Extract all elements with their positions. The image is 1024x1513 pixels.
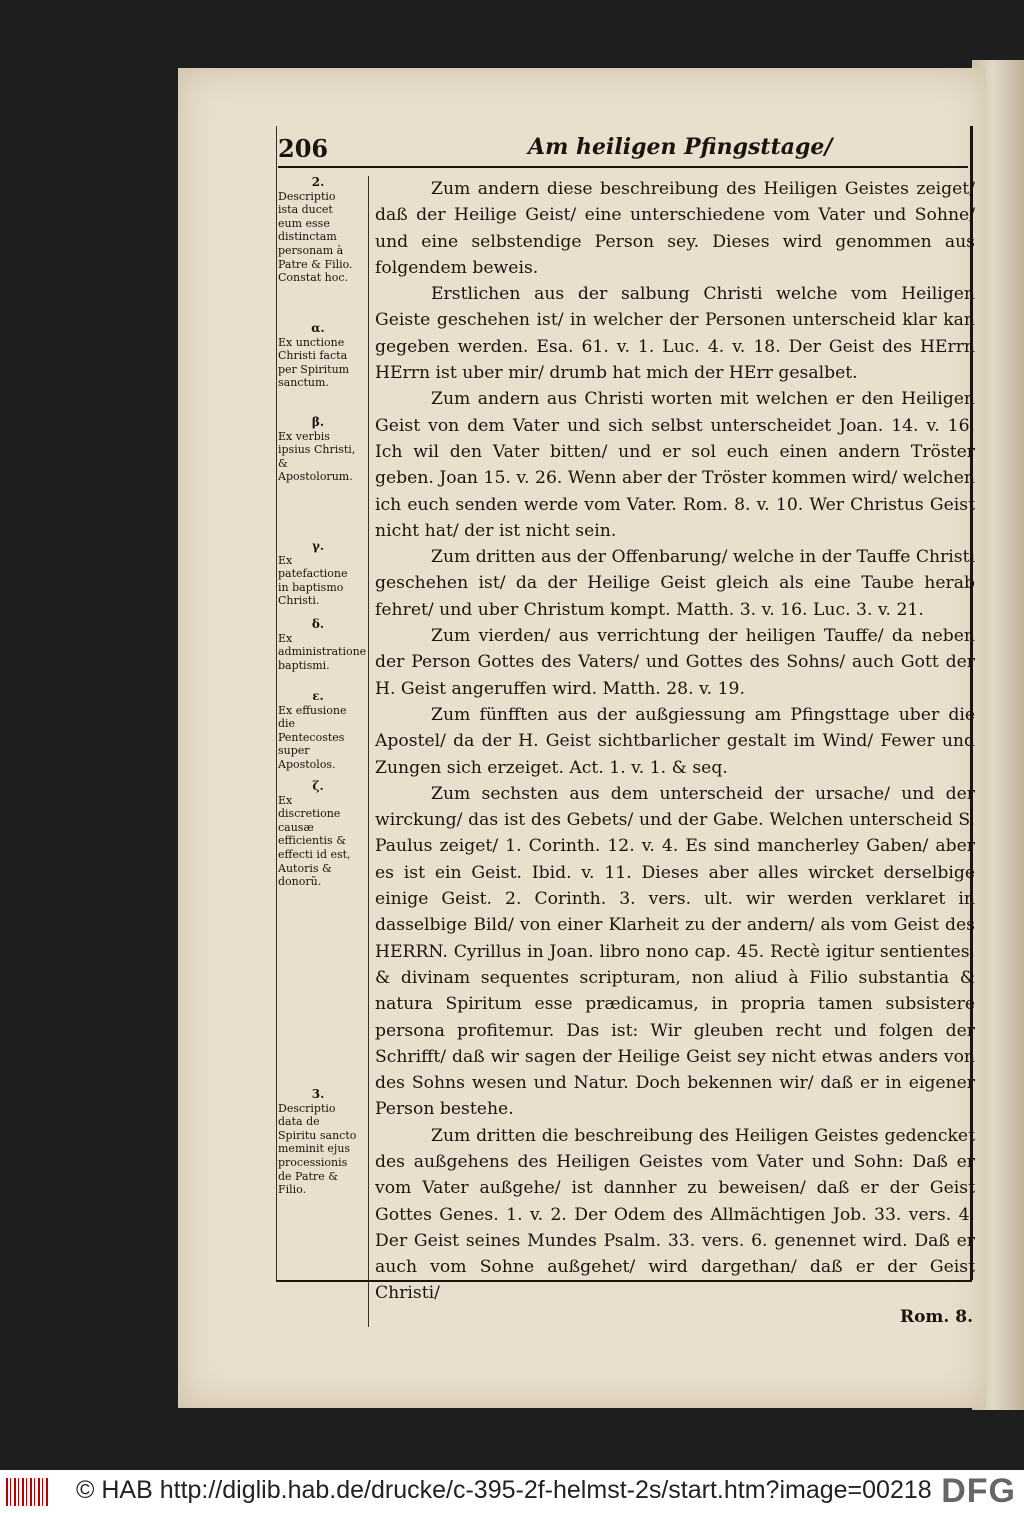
main-text bbox=[368, 176, 975, 1327]
margin-note-number: 2. bbox=[311, 175, 325, 189]
paragraph: Zum dritten aus der Offenbarung/ welche in der Tauffe Christi geschehen ist/ da der Heilige Geist gleich als eine Taube herab fehret/ und uber Christum kompt. Matth. 3. v. 16. Luc. 3. v. 21. bbox=[375, 547, 975, 620]
running-head: Am heiligen Pfingsttage/ bbox=[528, 134, 833, 160]
barcode-icon bbox=[6, 1478, 50, 1506]
margin-note-text: Ex administratione baptismi. bbox=[278, 631, 367, 672]
margin-note bbox=[278, 1088, 358, 1197]
margin-note-number: α. bbox=[311, 321, 325, 335]
book-page bbox=[178, 68, 986, 1408]
margin-note-number: δ. bbox=[311, 617, 325, 631]
paragraph: Zum fünfften aus der außgiessung am Pfingsttage uber die Apostel/ da der H. Geist sichtbarlicher gestalt im Wind/ Fewer und Zungen sich erzeiget. Act. 1. v. 1. & seq. bbox=[375, 704, 975, 778]
margin-note-number: γ. bbox=[311, 539, 325, 553]
margin-note-text: Ex patefactione in baptismo Christi. bbox=[278, 553, 348, 608]
footer-source-link[interactable]: © HAB http://diglib.hab.de/drucke/c-395-2f-helmst-2s/start.htm?image=00218 bbox=[76, 1476, 932, 1504]
footer-bar bbox=[0, 1470, 1024, 1513]
paragraph: Zum dritten die beschreibung des Heiligen Geistes gedencket des außgehens des Heiligen Geistes vom Vater und Sohn: Daß er vom Vater außgehe/ ist dannher zu beweisen/ daß er der Geist Gottes Genes. 1. v. 2. Der Odem des Allmächtigen Job. 33. vers. 4. Der Geist seines Mundes Psalm. 33. vers. 6. genennet wird. Daß er auch vom Sohne außgehet/ wird dargethan/ daß er der Geist Christi/ bbox=[375, 1125, 975, 1304]
margin-note-text: Descriptio ista ducet eum esse distinctam personam à Patre & Filio. Constat hoc. bbox=[278, 189, 353, 285]
margin-note bbox=[278, 322, 358, 390]
margin-note bbox=[278, 416, 358, 484]
margin-note-text: Descriptio data de Spiritu sancto meminit ejus processionis de Patre & Filio. bbox=[278, 1101, 357, 1197]
margin-note bbox=[278, 690, 358, 772]
page-number: 206 bbox=[278, 134, 329, 163]
margin-note-text: Ex effusione die Pentecostes super Apostolos. bbox=[278, 703, 347, 771]
dfg-logo: DFG bbox=[941, 1472, 1016, 1510]
margin-note-text: Ex verbis ipsius Christi, & Apostolorum. bbox=[278, 429, 356, 484]
margin-note bbox=[278, 176, 358, 285]
paragraph: Zum sechsten aus dem unterscheid der ursache/ und der wirckung/ das ist des Gebets/ und der Gabe. Welchen unterscheid S. Paulus zeiget/ 1. Corinth. 12. v. 4. Es sind mancherley Gaben/ aber es ist ein Geist. Ibid. v. 11. Dieses aber alles wircket derselbige einige Geist. 2. Corinth. 3. vers. ult. wir werden verklaret in dasselbige Bild/ von einer Klarheit zu der andern/ als vom Geist des HERRN. Cyrillus in Joan. libro nono cap. 45. Rectè igitur sentientes, & divinam sequentes scripturam, non aliud à Filio substantia & natura Spiritum esse prædicamus, in propria tamen subsistere persona profitemur. Das ist: Wir gleuben recht und folgen der Schrifft/ daß wir sagen der Heilige Geist sey nicht etwas anders von des Sohns wesen und Natur. Doch bekennen wir/ daß er in eigener Person bestehe. bbox=[375, 783, 975, 1120]
paragraph: Zum andern aus Christi worten mit welchen er den Heiligen Geist von dem Vater und sich selbst unterscheidet Joan. 14. v. 16. Ich wil den Vater bitten/ und er sol euch einen andern Tröster geben. Joan 15. v. 26. Wenn aber der Tröster kommen wird/ welchen ich euch senden werde vom Vater. Rom. 8. v. 10. Wer Christus Geist nicht hat/ der ist nicht sein. bbox=[375, 389, 975, 541]
margin-note-text: Ex discretione causæ efficientis & effecti id est, Autoris & donorũ. bbox=[278, 793, 351, 889]
bottom-rule bbox=[276, 1280, 972, 1282]
margin-note bbox=[278, 780, 358, 889]
margin-note-number: ε. bbox=[312, 689, 324, 703]
page-header bbox=[278, 126, 968, 168]
margin-note-number: β. bbox=[311, 415, 325, 429]
margin-note bbox=[278, 540, 358, 608]
margin-note bbox=[278, 617, 367, 672]
catchword: Rom. 8. bbox=[899, 1306, 973, 1327]
margin-note-text: Ex unctione Christi facta per Spiritum sanctum. bbox=[278, 335, 350, 390]
paragraph: Erstlichen aus der salbung Christi welche vom Heiligen Geiste geschehen ist/ in welcher der Personen unterscheid klar kan gegeben werden. Esa. 61. v. 1. Luc. 4. v. 18. Der Geist des HErrn HErrn ist uber mir/ drumb hat mich der HErr gesalbet. bbox=[375, 284, 975, 384]
paragraph: Zum andern diese beschreibung des Heiligen Geistes zeiget/ daß der Heilige Geist/ eine unterschiedene vom Vater und Sohne/ und eine selbstendige Person sey. Dieses wird genommen aus folgendem beweis. bbox=[375, 179, 975, 278]
margin-note-number: 3. bbox=[311, 1087, 325, 1101]
paragraph: Zum vierden/ aus verrichtung der heiligen Tauffe/ da neben der Person Gottes des Vaters/ und Gottes des Sohns/ auch Gott der H. Geist angeruffen wird. Matth. 28. v. 19. bbox=[375, 626, 975, 699]
margin-note-number: ζ. bbox=[312, 779, 324, 793]
